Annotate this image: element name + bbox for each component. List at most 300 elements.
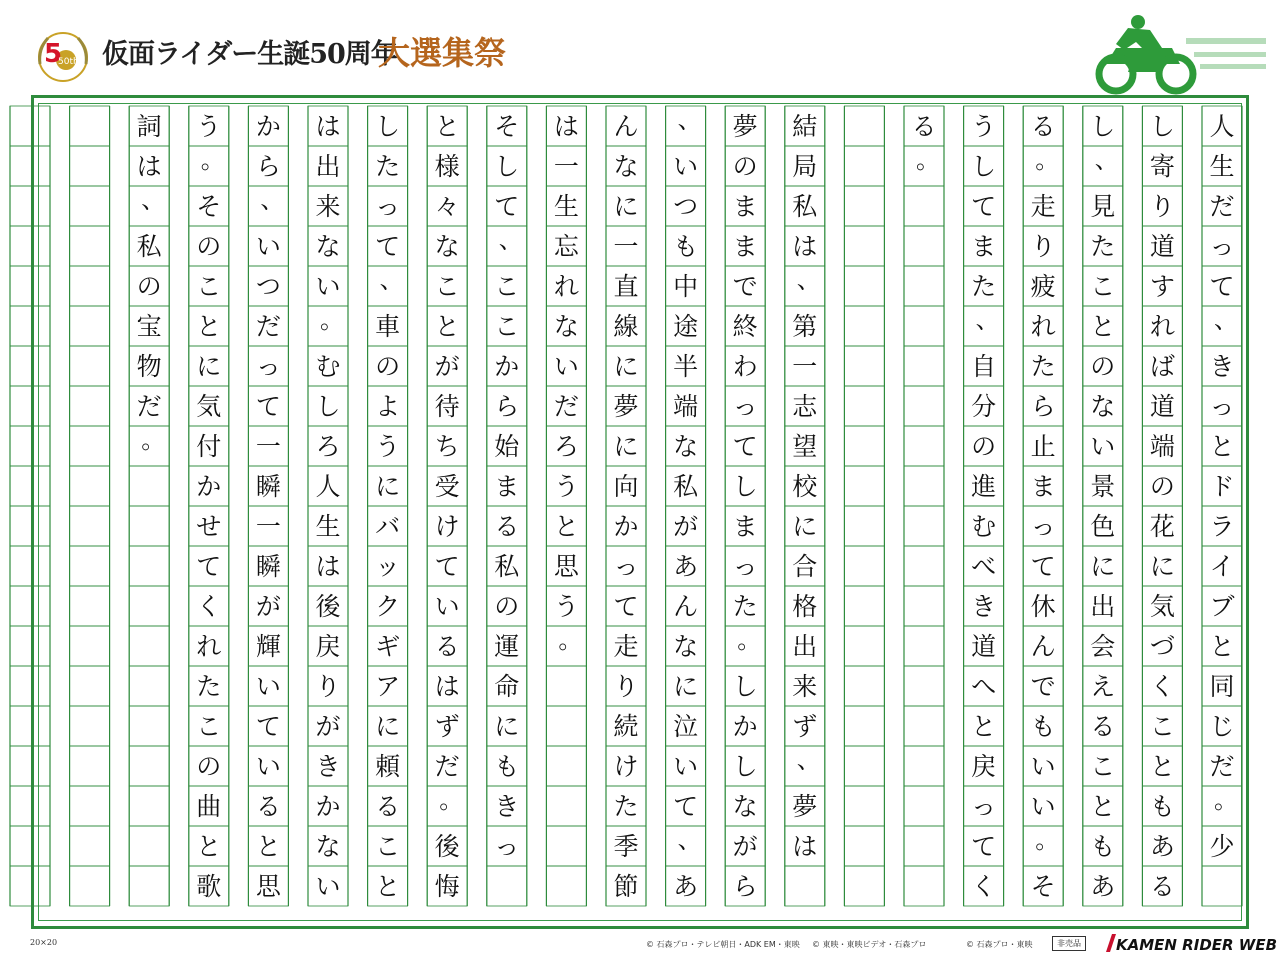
manuscript-character: あ	[1149, 831, 1175, 861]
manuscript-character: 。	[916, 146, 940, 174]
grid-cell	[248, 626, 288, 666]
grid-cell	[368, 226, 408, 266]
grid-cell	[1142, 106, 1182, 146]
grid-cell	[964, 826, 1004, 866]
grid-cell	[785, 746, 825, 786]
grid-cell	[904, 186, 944, 226]
grid-cell	[606, 706, 646, 746]
grid-cell	[10, 226, 50, 266]
manuscript-character: っ	[971, 791, 997, 821]
manuscript-character: 悔	[434, 871, 460, 901]
manuscript-character: バ	[375, 511, 401, 541]
grid-cell	[129, 106, 169, 146]
grid-cell	[368, 826, 408, 866]
grid-cell	[129, 666, 169, 706]
grid-cell	[1202, 426, 1242, 466]
manuscript-character: き	[1209, 351, 1235, 381]
grid-cell	[308, 306, 348, 346]
manuscript-character: だ	[255, 311, 281, 341]
manuscript-character: ギ	[375, 631, 401, 661]
manuscript-character: 道	[971, 631, 997, 661]
grid-cell	[964, 546, 1004, 586]
grid-cell	[725, 146, 765, 186]
manuscript-character: こ	[434, 271, 460, 301]
grid-cell	[666, 706, 706, 746]
grid-cell	[844, 186, 884, 226]
brand-text: KAMEN RIDER WEB	[1116, 936, 1278, 954]
grid-cell	[1023, 626, 1063, 666]
grid-cell	[427, 546, 467, 586]
grid-cell	[10, 146, 50, 186]
manuscript-character: 瞬	[255, 471, 281, 501]
grid-cell	[785, 266, 825, 306]
manuscript-character: だ	[136, 391, 162, 421]
grid-cell	[189, 266, 229, 306]
grid-cell	[1083, 826, 1123, 866]
grid-cell	[1202, 746, 1242, 786]
grid-cell	[785, 426, 825, 466]
grid-cell	[368, 346, 408, 386]
manuscript-character: て	[196, 551, 222, 581]
grid-cell	[1083, 226, 1123, 266]
grid-cell	[487, 746, 527, 786]
manuscript-character: い	[673, 751, 699, 781]
grid-cell	[785, 346, 825, 386]
grid-cell	[10, 866, 50, 906]
manuscript-character: に	[792, 511, 818, 541]
manuscript-character: ら	[1030, 391, 1056, 421]
grid-cell	[1142, 786, 1182, 826]
grid-cell	[308, 786, 348, 826]
manuscript-character: に	[196, 351, 222, 381]
manuscript-character: 終	[732, 311, 758, 341]
grid-cell	[666, 546, 706, 586]
manuscript-character: 一	[613, 231, 639, 261]
grid-cell	[129, 426, 169, 466]
grid-cell	[904, 466, 944, 506]
manuscript-character: た	[732, 591, 758, 621]
grid-cell	[308, 346, 348, 386]
manuscript-character: っ	[375, 191, 401, 221]
grid-cell	[70, 426, 110, 466]
grid-cell	[308, 746, 348, 786]
grid-cell	[1202, 546, 1242, 586]
manuscript-character: 輝	[255, 631, 281, 661]
manuscript-character: 花	[1149, 511, 1175, 541]
grid-cell	[308, 666, 348, 706]
grid-cell	[1023, 226, 1063, 266]
grid-cell	[546, 266, 586, 306]
grid-cell	[666, 106, 706, 146]
manuscript-character: 待	[434, 391, 460, 421]
manuscript-character: て	[971, 191, 997, 221]
grid-cell	[844, 706, 884, 746]
manuscript-character: 校	[792, 471, 818, 501]
manuscript-character: な	[315, 831, 341, 861]
grid-cell	[248, 346, 288, 386]
manuscript-character: ら	[255, 151, 281, 181]
grid-cell	[964, 866, 1004, 906]
grid-cell	[368, 106, 408, 146]
manuscript-character: 。	[1035, 826, 1060, 854]
manuscript-character: こ	[1149, 711, 1175, 741]
manuscript-character: 人	[315, 471, 341, 501]
grid-cell	[487, 626, 527, 666]
manuscript-character: の	[196, 231, 222, 261]
grid-cell	[308, 626, 348, 666]
grid-cell	[70, 146, 110, 186]
grid-cell	[189, 386, 229, 426]
manuscript-character: す	[1149, 271, 1175, 301]
manuscript-character: 私	[494, 551, 520, 581]
grid-size-label: 20×20	[30, 938, 58, 947]
manuscript-character: る	[434, 631, 460, 661]
manuscript-character: る	[1030, 111, 1056, 141]
manuscript-character: せ	[196, 511, 222, 541]
grid-cell	[904, 786, 944, 826]
manuscript-character: る	[255, 791, 281, 821]
manuscript-character: っ	[1209, 231, 1235, 261]
grid-cell	[308, 186, 348, 226]
manuscript-character: こ	[196, 271, 222, 301]
grid-cell	[964, 346, 1004, 386]
grid-cell	[1023, 346, 1063, 386]
manuscript-character: 分	[971, 391, 997, 421]
grid-cell	[1142, 546, 1182, 586]
grid-cell	[1023, 386, 1063, 426]
manuscript-character: で	[1030, 671, 1056, 701]
grid-cell	[1083, 666, 1123, 706]
grid-cell	[10, 186, 50, 226]
page-title: 仮面ライダー生誕50周年	[102, 39, 397, 70]
manuscript-character: と	[375, 871, 401, 901]
manuscript-character: 、	[1094, 146, 1119, 174]
grid-cell	[964, 706, 1004, 746]
manuscript-character: 気	[1149, 591, 1175, 621]
grid-cell	[606, 786, 646, 826]
grid-cell	[10, 666, 50, 706]
grid-cell	[1202, 866, 1242, 906]
grid-cell	[10, 386, 50, 426]
grid-cell	[129, 586, 169, 626]
grid-cell	[427, 666, 467, 706]
grid-cell	[189, 546, 229, 586]
manuscript-character: 、	[677, 826, 702, 854]
manuscript-character: い	[255, 671, 281, 701]
manuscript-character: 物	[136, 351, 162, 381]
grid-cell	[844, 146, 884, 186]
grid-cell	[129, 706, 169, 746]
manuscript-character: る	[911, 111, 937, 141]
grid-cell	[606, 666, 646, 706]
grid-cell	[666, 186, 706, 226]
grid-cell	[368, 186, 408, 226]
grid-cell	[606, 466, 646, 506]
manuscript-character: 会	[1090, 631, 1116, 661]
manuscript-character: が	[732, 831, 758, 861]
grid-cell	[1202, 146, 1242, 186]
manuscript-character: 季	[613, 831, 639, 861]
grid-cell	[248, 226, 288, 266]
grid-cell	[666, 746, 706, 786]
manuscript-character: 走	[1030, 191, 1056, 221]
grid-cell	[785, 586, 825, 626]
grid-cell	[725, 186, 765, 226]
manuscript-character: 同	[1209, 671, 1235, 701]
grid-cell	[1083, 306, 1123, 346]
copyright-2: © 東映・東映ビデオ・石森プロ	[812, 940, 927, 949]
manuscript-character: が	[434, 351, 460, 381]
grid-cell	[1083, 746, 1123, 786]
manuscript-character: ず	[792, 711, 818, 741]
manuscript-character: 様	[434, 151, 460, 181]
grid-cell	[248, 666, 288, 706]
grid-cell	[725, 586, 765, 626]
manuscript-character: も	[1149, 791, 1175, 821]
grid-cell	[844, 226, 884, 266]
grid-cell	[368, 546, 408, 586]
manuscript-character: 戻	[315, 631, 341, 661]
not-for-sale-badge: 非売品	[1052, 936, 1086, 951]
manuscript-character: ッ	[375, 551, 401, 581]
grid-cell	[546, 186, 586, 226]
manuscript-character: の	[1149, 471, 1175, 501]
manuscript-character: れ	[1149, 311, 1175, 341]
grid-cell	[725, 466, 765, 506]
manuscript-character: か	[732, 711, 758, 741]
grid-cell	[666, 426, 706, 466]
grid-cell	[844, 826, 884, 866]
grid-cell	[129, 746, 169, 786]
grid-cell	[606, 306, 646, 346]
manuscript-character: 夢	[792, 791, 818, 821]
grid-cell	[1202, 186, 1242, 226]
manuscript-character: 、	[498, 226, 523, 254]
manuscript-character: た	[375, 151, 401, 181]
grid-cell	[70, 386, 110, 426]
manuscript-character: 出	[315, 151, 341, 181]
grid-cell	[546, 226, 586, 266]
manuscript-character: い	[315, 271, 341, 301]
grid-cell	[546, 106, 586, 146]
grid-cell	[70, 226, 110, 266]
grid-cell	[248, 386, 288, 426]
manuscript-character: う	[553, 471, 579, 501]
manuscript-character: ま	[732, 191, 758, 221]
grid-cell	[964, 226, 1004, 266]
grid-cell	[308, 706, 348, 746]
manuscript-character: っ	[732, 391, 758, 421]
grid-cell	[606, 346, 646, 386]
grid-cell	[248, 746, 288, 786]
manuscript-character: ら	[732, 871, 758, 901]
manuscript-character: 望	[792, 431, 818, 461]
manuscript-character: も	[673, 231, 699, 261]
manuscript-character: 、	[141, 186, 166, 214]
grid-cell	[248, 506, 288, 546]
grid-cell	[10, 426, 50, 466]
grid-cell	[487, 386, 527, 426]
manuscript-character: こ	[1090, 751, 1116, 781]
grid-cell	[666, 226, 706, 266]
grid-cell	[308, 546, 348, 586]
manuscript-character: 生	[553, 191, 579, 221]
grid-cell	[10, 746, 50, 786]
manuscript-character: ア	[375, 671, 401, 701]
manuscript-character: の	[971, 431, 997, 461]
grid-cell	[964, 626, 1004, 666]
manuscript-character: は	[553, 111, 579, 141]
grid-cell	[964, 186, 1004, 226]
grid-cell	[904, 506, 944, 546]
grid-cell	[546, 346, 586, 386]
manuscript-character: て	[434, 551, 460, 581]
manuscript-character: か	[196, 471, 222, 501]
grid-cell	[904, 866, 944, 906]
manuscript-character: が	[673, 511, 699, 541]
grid-cell	[368, 146, 408, 186]
grid-cell	[785, 106, 825, 146]
grid-cell	[70, 506, 110, 546]
grid-cell	[487, 306, 527, 346]
manuscript-character: ん	[1030, 631, 1056, 661]
grid-cell	[1023, 866, 1063, 906]
manuscript-character: る	[1090, 711, 1116, 741]
grid-cell	[964, 746, 1004, 786]
grid-cell	[1142, 186, 1182, 226]
manuscript-character: 夢	[732, 111, 758, 141]
grid-cell	[1023, 786, 1063, 826]
grid-cell	[368, 626, 408, 666]
grid-cell	[785, 226, 825, 266]
manuscript-character: 々	[434, 191, 460, 221]
grid-cell	[1142, 346, 1182, 386]
grid-cell	[427, 466, 467, 506]
manuscript-character: 途	[673, 311, 699, 341]
grid-cell	[964, 426, 1004, 466]
grid-cell	[1083, 706, 1123, 746]
grid-cell	[70, 786, 110, 826]
grid-cell	[368, 706, 408, 746]
manuscript-character: し	[732, 751, 758, 781]
manuscript-character: た	[1090, 231, 1116, 261]
grid-cell	[10, 826, 50, 866]
grid-cell	[1142, 386, 1182, 426]
manuscript-character: い	[673, 151, 699, 181]
manuscript-character: ま	[1030, 471, 1056, 501]
grid-cell	[487, 826, 527, 866]
manuscript-character: 生	[315, 511, 341, 541]
manuscript-character: く	[1149, 671, 1175, 701]
grid-cell	[785, 666, 825, 706]
manuscript-character: 一	[553, 151, 579, 181]
grid-cell	[487, 146, 527, 186]
grid-cell	[129, 146, 169, 186]
grid-cell	[70, 186, 110, 226]
manuscript-character: 、	[1214, 306, 1238, 334]
grid-cell	[964, 106, 1004, 146]
manuscript-character: な	[553, 311, 579, 341]
grid-cell	[904, 346, 944, 386]
manuscript-character: む	[971, 511, 997, 541]
grid-cell	[1083, 106, 1123, 146]
grid-cell	[546, 146, 586, 186]
grid-cell	[1083, 546, 1123, 586]
grid-cell	[189, 506, 229, 546]
grid-cell	[1023, 106, 1063, 146]
grid-cell	[1142, 306, 1182, 346]
grid-cell	[546, 706, 586, 746]
manuscript-character: る	[375, 791, 401, 821]
grid-cell	[487, 546, 527, 586]
grid-cell	[1083, 626, 1123, 666]
grid-cell	[904, 426, 944, 466]
grid-cell	[427, 746, 467, 786]
grid-cell	[70, 306, 110, 346]
grid-cell	[189, 746, 229, 786]
grid-cell	[487, 506, 527, 546]
grid-cell	[785, 786, 825, 826]
grid-cell	[189, 666, 229, 706]
grid-cell	[546, 626, 586, 666]
grid-cell	[606, 426, 646, 466]
grid-cell	[487, 586, 527, 626]
manuscript-character: か	[315, 791, 341, 821]
manuscript-character: が	[315, 711, 341, 741]
manuscript-character: い	[255, 751, 281, 781]
grid-cell	[368, 466, 408, 506]
manuscript-character: な	[732, 791, 758, 821]
manuscript-character: 気	[196, 391, 222, 421]
grid-cell	[189, 146, 229, 186]
manuscript-character: 始	[494, 431, 520, 461]
grid-cell	[844, 586, 884, 626]
grid-cell	[725, 346, 765, 386]
grid-cell	[785, 466, 825, 506]
manuscript-character: は	[136, 151, 162, 181]
grid-cell	[308, 866, 348, 906]
manuscript-character: り	[1149, 191, 1175, 221]
manuscript-character: た	[1030, 351, 1056, 381]
manuscript-character: っ	[1030, 511, 1056, 541]
grid-cell	[308, 466, 348, 506]
grid-cell	[1142, 226, 1182, 266]
grid-cell	[129, 306, 169, 346]
manuscript-character: 休	[1030, 591, 1056, 621]
grid-cell	[725, 666, 765, 706]
manuscript-character: 、	[260, 186, 285, 214]
manuscript-character: た	[971, 271, 997, 301]
grid-cell	[844, 426, 884, 466]
grid-cell	[606, 826, 646, 866]
grid-cell	[964, 666, 1004, 706]
page-subtitle: 大選集祭	[378, 34, 507, 72]
grid-cell	[725, 226, 765, 266]
grid-cell	[70, 466, 110, 506]
manuscript-character: 。	[737, 626, 762, 654]
manuscript-character: の	[494, 591, 520, 621]
manuscript-character: に	[375, 711, 401, 741]
svg-text:5: 5	[44, 39, 63, 69]
grid-cell	[785, 386, 825, 426]
manuscript-character: こ	[494, 271, 520, 301]
manuscript-character: 、	[796, 266, 821, 294]
manuscript-character: は	[792, 231, 818, 261]
grid-cell	[546, 426, 586, 466]
manuscript-character: 思	[255, 871, 281, 901]
manuscript-character: 結	[792, 111, 818, 141]
manuscript-character: こ	[196, 711, 222, 741]
